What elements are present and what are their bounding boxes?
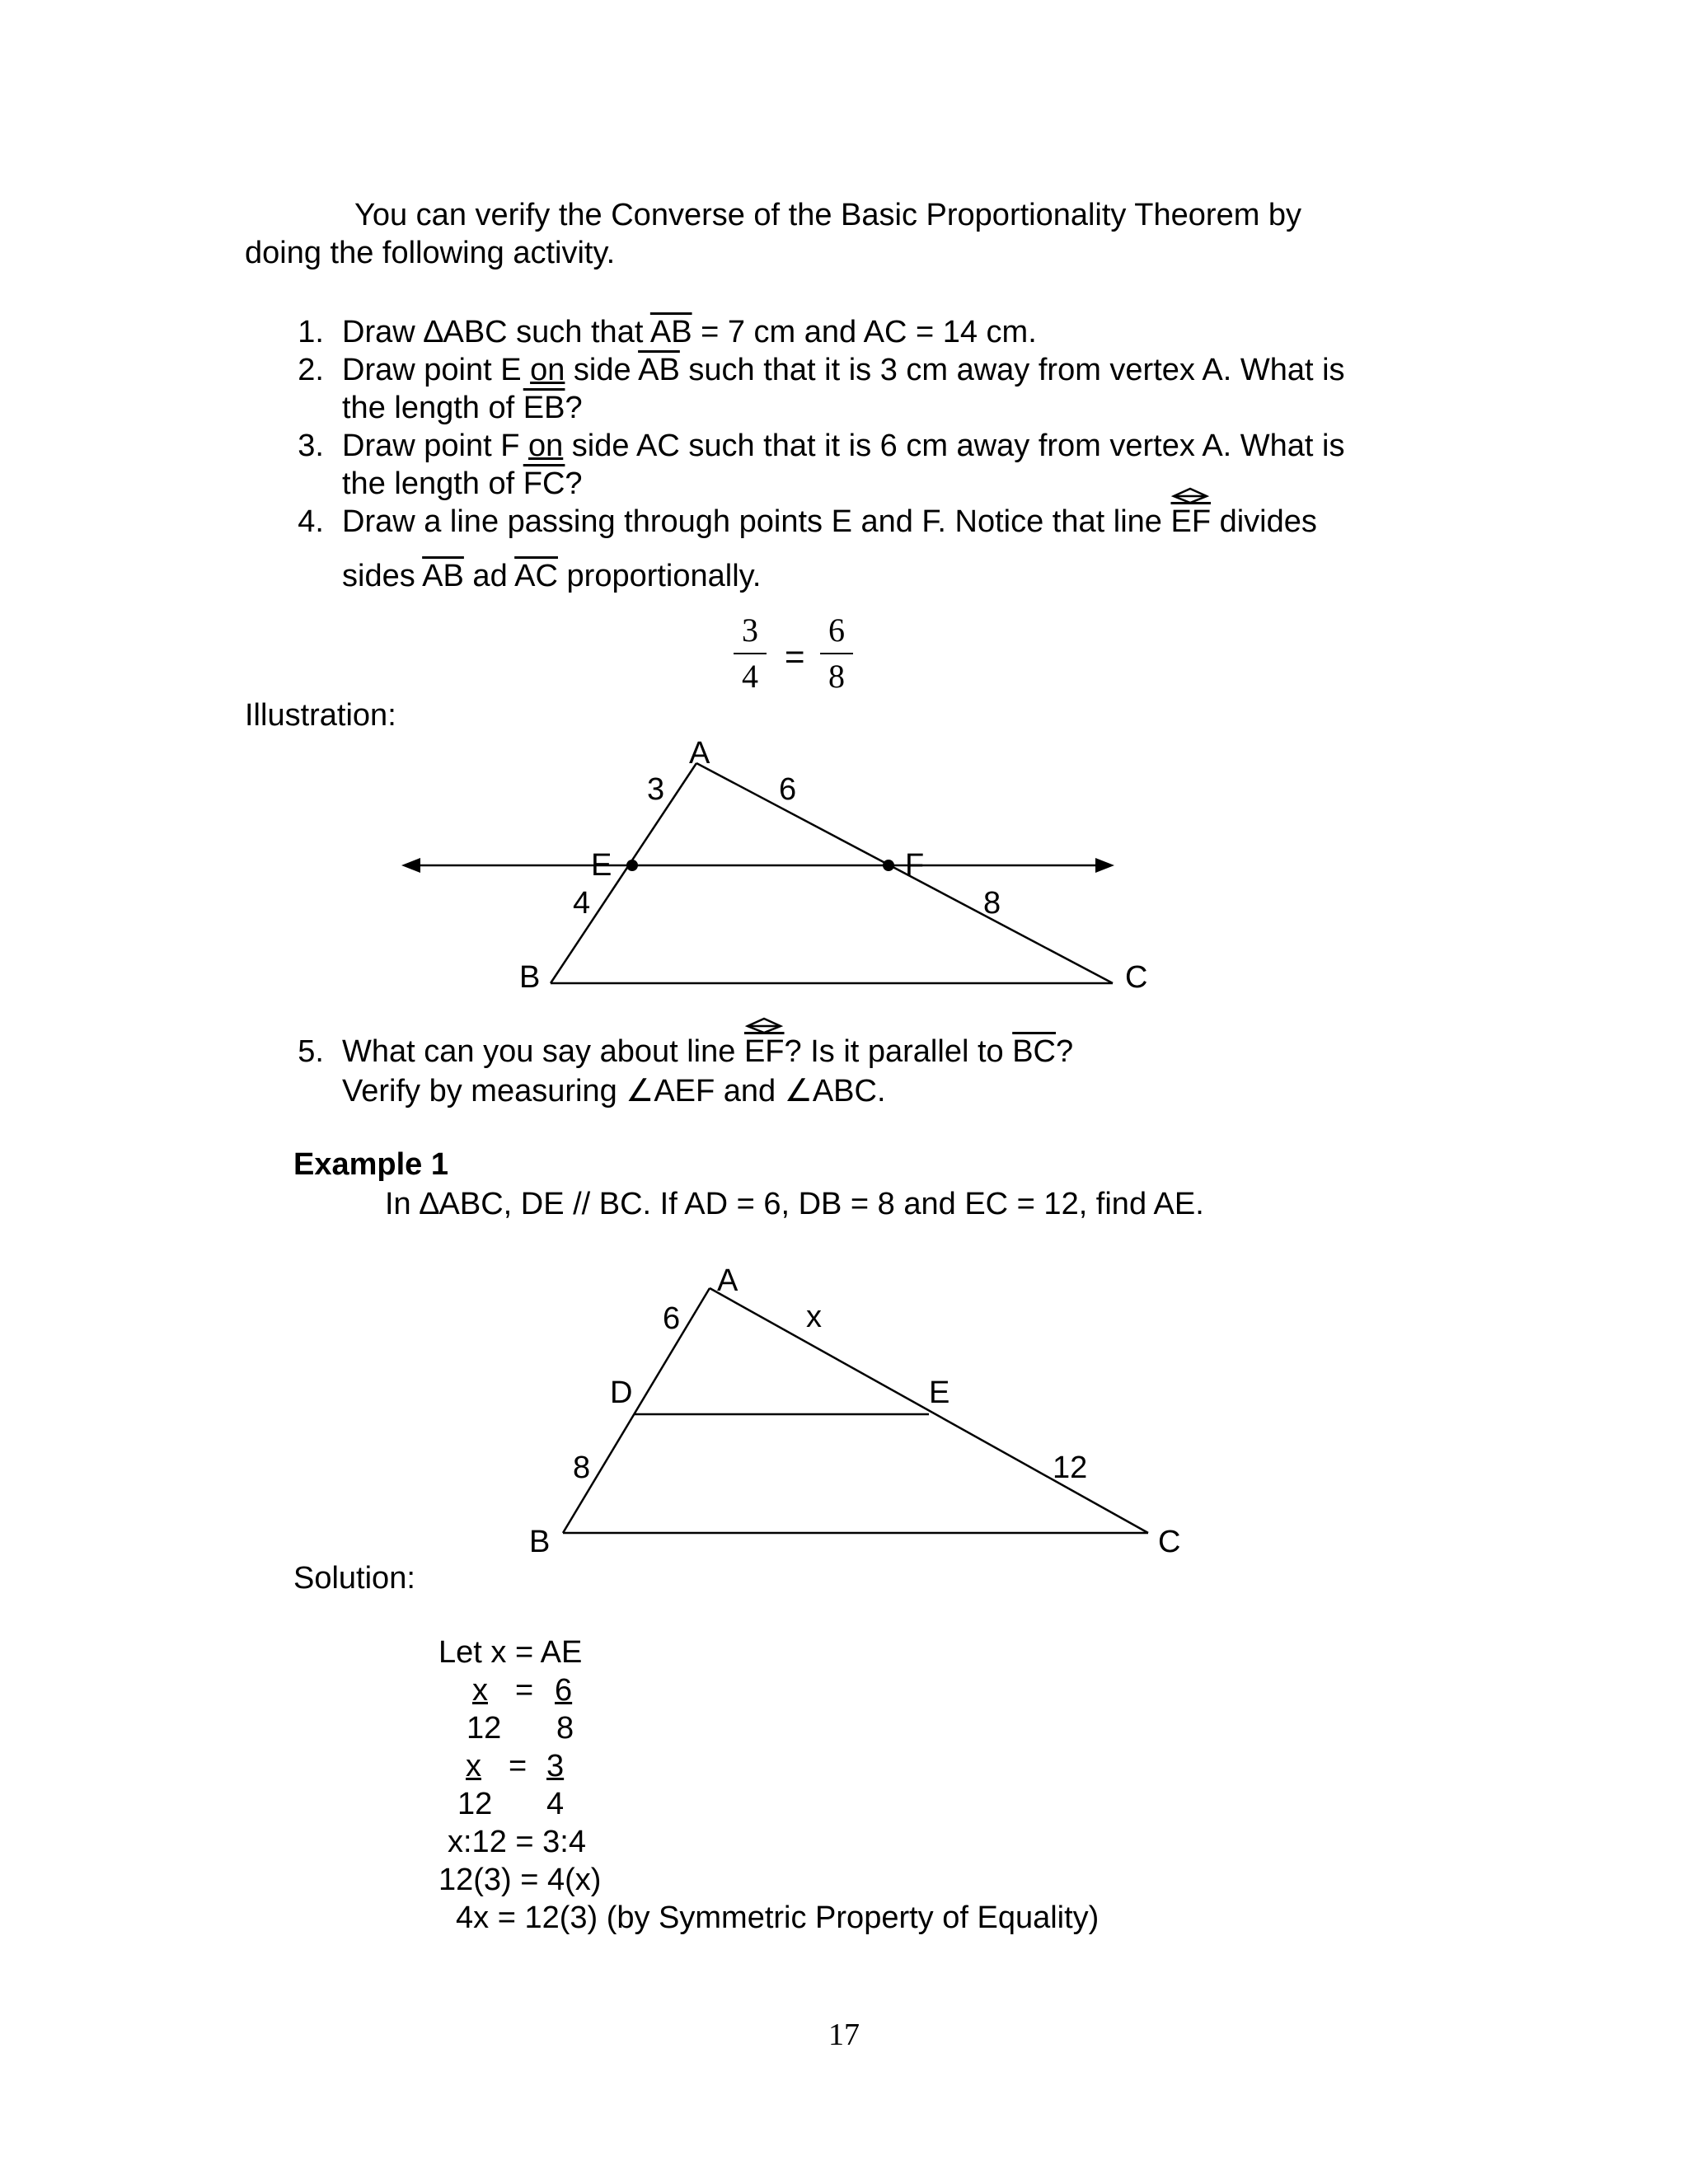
- label-a: A: [689, 736, 710, 771]
- line-arrow-icon: [744, 1016, 784, 1034]
- step-2-text-a: Draw point E: [342, 353, 531, 387]
- fraction-bar: [734, 653, 767, 654]
- step-5-line-1: [342, 1033, 1073, 1071]
- step-3-line-1: [342, 427, 1344, 465]
- step-3-on: on: [528, 429, 564, 463]
- fraction-bar: [820, 653, 853, 654]
- step-5-line-2: Verify by measuring ∠AEF and ∠ABC.: [342, 1074, 886, 1108]
- step-3-text-a: Draw point F: [342, 429, 528, 463]
- length-ae: x: [806, 1300, 822, 1334]
- step-1-text-a: Draw ∆ABC such that: [342, 315, 650, 349]
- step-5-ef: EF: [744, 1034, 785, 1069]
- example-problem: In ∆ABC, DE // BC. If AD = 6, DB = 8 and EC = 12, find AE.: [385, 1187, 1204, 1221]
- solution-eq1-left-num: x: [472, 1673, 488, 1708]
- length-db: 8: [573, 1451, 591, 1485]
- step-2-line-1: [342, 351, 1345, 389]
- page-number: 17: [828, 2018, 860, 2052]
- step-2-text-c: such that it is 3 cm away from vertex A. What is: [679, 353, 1345, 387]
- solution-let: Let x = AE: [438, 1635, 583, 1670]
- solution-symmetric: 4x = 12(3) (by Symmetric Property of Equality): [456, 1900, 1100, 1935]
- label-a: A: [717, 1263, 738, 1298]
- step-4-text-e: proportionally.: [557, 559, 762, 593]
- line-arrow-icon: [1170, 486, 1210, 504]
- line-ef: [401, 858, 1114, 873]
- illustration-label: Illustration:: [245, 698, 396, 733]
- solution-eq2-left-num: x: [466, 1749, 481, 1783]
- step-3-text-c: the length of: [342, 466, 523, 501]
- length-fc: 8: [983, 886, 1001, 921]
- label-c: C: [1125, 960, 1148, 995]
- step-1-number: 1.: [298, 315, 324, 349]
- step-1-line-1: [342, 313, 1037, 351]
- step-4-text-b: divides: [1211, 504, 1317, 539]
- solution-eq2-left-den: 12: [457, 1787, 493, 1821]
- solution-eq1-equals: =: [515, 1673, 534, 1708]
- left-arrowhead-icon: [401, 858, 420, 873]
- right-arrowhead-icon: [1095, 858, 1114, 873]
- step-3-line-2: [342, 465, 583, 503]
- label-e: E: [591, 848, 612, 883]
- step-2-number: 2.: [298, 353, 324, 387]
- solution-eq1-right-num: 6: [555, 1673, 573, 1708]
- length-af: 6: [779, 772, 797, 807]
- step-4-line-1: [342, 503, 1317, 541]
- step-2-text-d: the length of: [342, 391, 523, 425]
- step-3-number: 3.: [298, 429, 324, 463]
- step-2-eb: $\overline{EB}$: [523, 391, 565, 425]
- step-2-on: on: [530, 353, 565, 387]
- length-ad: 6: [663, 1301, 681, 1336]
- example-title: Example 1: [293, 1147, 448, 1182]
- step-4-ef: EF: [1170, 504, 1211, 539]
- step-4-text-d: ad: [463, 559, 515, 593]
- proportion-left-denominator: 4: [742, 658, 758, 695]
- point-f-dot: [883, 860, 894, 871]
- step-2-text-b: side: [565, 353, 639, 387]
- step-5-number: 5.: [298, 1034, 324, 1069]
- step-1-ab: $\overline{AB}$: [649, 315, 692, 349]
- solution-eq1-right-den: 8: [556, 1711, 574, 1746]
- step-3-text-b: side AC such that it is 6 cm away from vertex A. What is: [563, 429, 1345, 463]
- proportion-left-fraction: [734, 610, 767, 697]
- label-d: D: [610, 1376, 633, 1410]
- step-4-line-2: [342, 557, 761, 595]
- step-5-text-a: What can you say about line: [342, 1034, 744, 1069]
- step-3-text-d: ?: [565, 466, 583, 501]
- solution-ratio: x:12 = 3:4: [448, 1825, 586, 1859]
- step-4-ab: $\overline{AB}$: [422, 559, 464, 593]
- solution-eq2-equals: =: [509, 1749, 528, 1783]
- step-5-bc: $\overline{BC}$: [1012, 1034, 1056, 1069]
- solution-cross-multiply: 12(3) = 4(x): [438, 1863, 602, 1897]
- proportion-left-numerator: 3: [742, 612, 758, 649]
- step-4-ac: $\overline{AC}$: [514, 559, 558, 593]
- label-b: B: [519, 960, 541, 995]
- intro-line-1: You can verify the Converse of the Basic Proportionality Theorem by: [354, 198, 1302, 232]
- step-5-text-c: ?: [1056, 1034, 1074, 1069]
- length-ae: 3: [647, 772, 665, 807]
- proportion-equals: =: [785, 637, 805, 676]
- proportion-right-numerator: 6: [828, 612, 845, 649]
- step-4-number: 4.: [298, 504, 324, 539]
- label-e: E: [929, 1376, 950, 1410]
- step-5-text-b: ? Is it parallel to: [784, 1034, 1013, 1069]
- point-e-dot: [626, 860, 638, 871]
- step-4-text-a: Draw a line passing through points E and F. Notice that line: [342, 504, 1171, 539]
- step-2-ab: $\overline{AB}$: [638, 353, 680, 387]
- step-2-line-2: [342, 389, 583, 427]
- triangle-abc-example: [563, 1288, 1148, 1533]
- step-3-fc: $\overline{FC}$: [523, 466, 565, 501]
- proportion-right-fraction: [820, 610, 853, 697]
- label-f: F: [905, 848, 925, 883]
- step-1-text-b: = 7 cm and AC = 14 cm.: [692, 315, 1037, 349]
- step-2-text-e: ?: [565, 391, 583, 425]
- proportion-right-denominator: 8: [828, 658, 845, 695]
- intro-line-2: doing the following activity.: [245, 236, 616, 270]
- solution-label: Solution:: [293, 1561, 415, 1596]
- label-c: C: [1158, 1525, 1181, 1559]
- step-4-text-c: sides: [342, 559, 423, 593]
- label-b: B: [529, 1525, 551, 1559]
- length-ec: 12: [1053, 1451, 1088, 1485]
- solution-eq1-left-den: 12: [467, 1711, 502, 1746]
- solution-eq2-right-num: 3: [546, 1749, 565, 1783]
- solution-eq2-right-den: 4: [546, 1787, 565, 1821]
- length-eb: 4: [573, 886, 591, 921]
- triangle-abc: [551, 763, 1113, 983]
